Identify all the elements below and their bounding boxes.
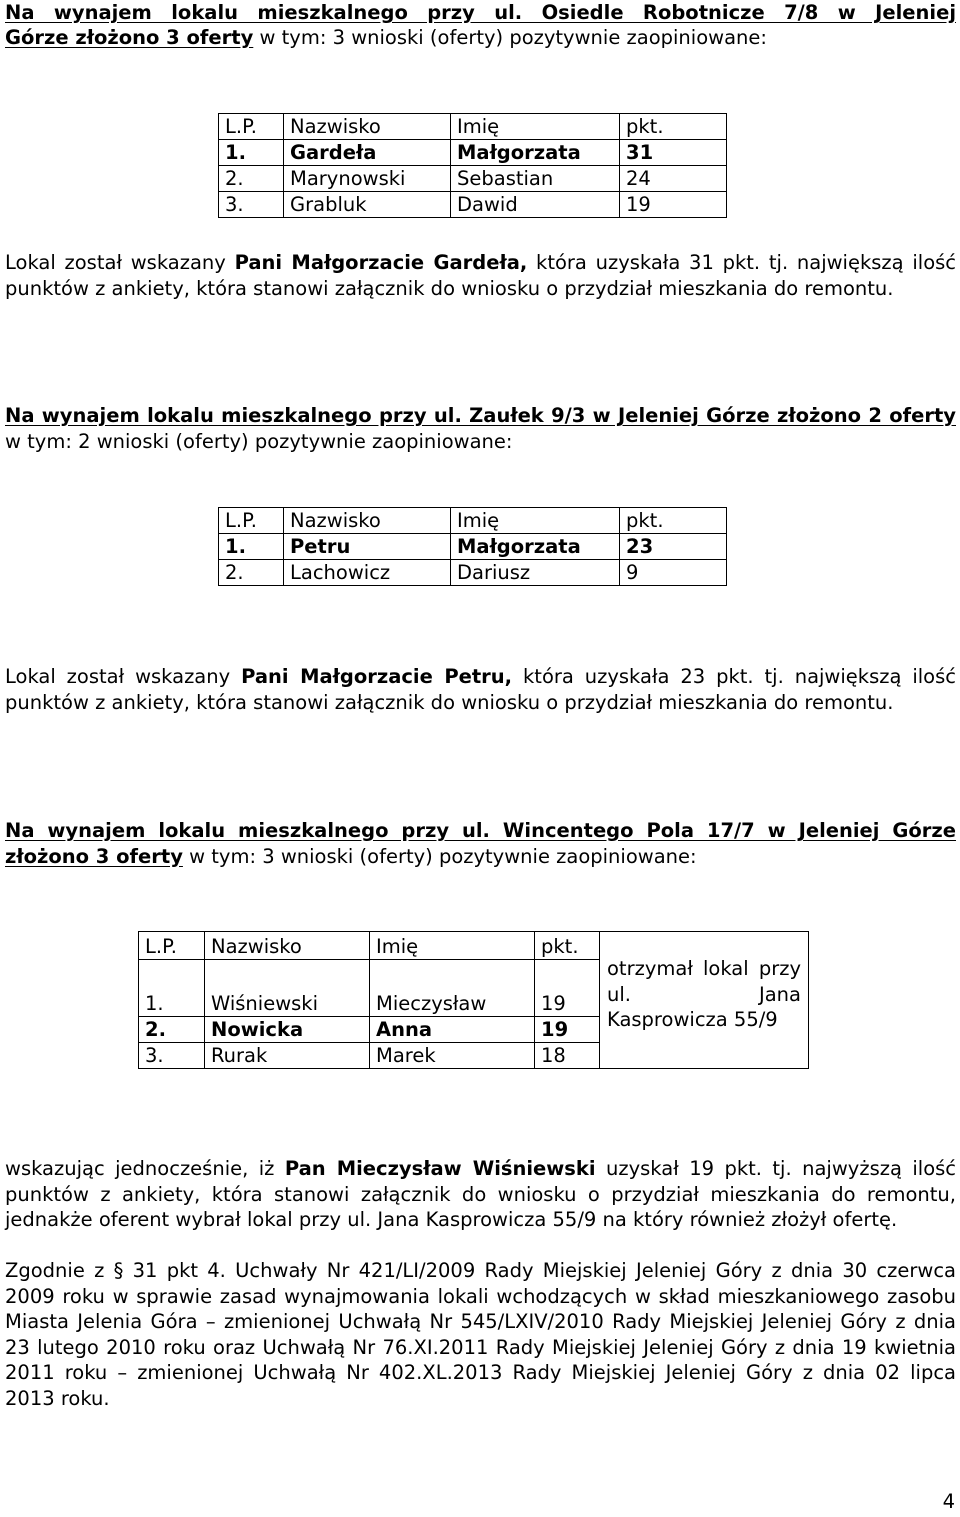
section3-table bbox=[138, 931, 809, 1069]
result-text: uzyskał 19 pkt. tj. najwyższą ilość punktów z ankiety, która stanowi załącznik do wniosku o przydział mieszkania do remontu, jednakże oferent wybrał lokal przy ul. Jana Kasprowicza 55/9 na który również złożył ofertę. bbox=[5, 1157, 957, 1231]
note-cell bbox=[600, 932, 809, 1069]
cell-lp: 1. bbox=[139, 960, 205, 1017]
header-nazwisko: Nazwisko bbox=[284, 508, 451, 534]
result-text: która uzyskała 23 pkt. tj. największą ilość punktów z ankiety, która stanowi załącznik do wniosku o przydział mieszkania do remontu. bbox=[5, 665, 956, 714]
cell-pkt: 31 bbox=[620, 140, 727, 166]
section1-heading bbox=[5, 0, 956, 26]
section2-heading-rest: w tym: 2 wnioski (oferty) pozytywnie zaopiniowane: bbox=[5, 429, 513, 453]
section1-table bbox=[218, 113, 727, 218]
result-text: która uzyskała 31 pkt. tj. największą ilość punktów z ankiety, która stanowi załącznik do wniosku o przydział mieszkania do remontu. bbox=[5, 251, 957, 300]
header-pkt: pkt. bbox=[620, 508, 727, 534]
result-person: Pani Małgorzacie Petru, bbox=[241, 665, 513, 688]
cell-pkt: 23 bbox=[620, 534, 727, 560]
cell-imie: Mieczysław bbox=[370, 960, 535, 1017]
cell-lp: 3. bbox=[219, 192, 284, 218]
page-number: 4 bbox=[942, 1490, 955, 1513]
header-imie: Imię bbox=[370, 932, 535, 960]
table-header-row bbox=[219, 508, 727, 534]
cell-imie: Dariusz bbox=[451, 560, 620, 586]
result-text: Lokal został wskazany bbox=[5, 251, 235, 274]
section2-heading-underlined: Na wynajem lokalu mieszkalnego przy ul. Zaułek 9/3 w Jeleniej Górze złożono 2 oferty bbox=[5, 404, 956, 427]
table-row bbox=[219, 192, 727, 218]
section1-result bbox=[5, 250, 956, 301]
cell-nazwisko: Petru bbox=[284, 534, 451, 560]
cell-lp: 1. bbox=[219, 140, 284, 166]
section1-heading-rest: w tym: 3 wnioski (oferty) pozytywnie zaopiniowane: bbox=[253, 26, 767, 49]
header-lp: L.P. bbox=[219, 114, 284, 140]
header-imie: Imię bbox=[451, 508, 620, 534]
cell-nazwisko: Lachowicz bbox=[284, 560, 451, 586]
cell-lp: 2. bbox=[139, 1017, 205, 1043]
table-row bbox=[219, 560, 727, 586]
section3-heading-rest: w tym: 3 wnioski (oferty) pozytywnie zaopiniowane: bbox=[182, 844, 697, 868]
section1-heading-line1: Na wynajem lokalu mieszkalnego przy ul. Osiedle Robotnicze 7/8 w Jeleniej bbox=[5, 1, 956, 24]
cell-pkt: 18 bbox=[535, 1043, 600, 1069]
section3-heading-underlined: Na wynajem lokalu mieszkalnego przy ul. Wincentego Pola 17/7 w Jeleniej Górze złożono 3 oferty bbox=[5, 819, 956, 868]
table-header-row bbox=[139, 932, 809, 960]
cell-imie: Sebastian bbox=[451, 166, 620, 192]
cell-nazwisko: Rurak bbox=[205, 1043, 370, 1069]
table-header-row bbox=[219, 114, 727, 140]
cell-lp: 2. bbox=[219, 166, 284, 192]
section2-result bbox=[5, 664, 956, 715]
header-pkt: pkt. bbox=[535, 932, 600, 960]
cell-nazwisko: Gardeła bbox=[284, 140, 451, 166]
cell-imie: Marek bbox=[370, 1043, 535, 1069]
cell-pkt: 19 bbox=[535, 960, 600, 1017]
section2-table bbox=[218, 507, 727, 586]
result-text: wskazując jednocześnie, iż bbox=[5, 1157, 285, 1180]
table-row bbox=[219, 166, 727, 192]
header-nazwisko: Nazwisko bbox=[205, 932, 370, 960]
header-lp: L.P. bbox=[219, 508, 284, 534]
header-nazwisko: Nazwisko bbox=[284, 114, 451, 140]
cell-pkt: 19 bbox=[620, 192, 727, 218]
table-row bbox=[219, 140, 727, 166]
section3-heading bbox=[5, 818, 956, 869]
result-text: Lokal został wskazany bbox=[5, 665, 242, 688]
section1-heading-line2 bbox=[5, 25, 956, 51]
cell-nazwisko: Grabluk bbox=[284, 192, 451, 218]
cell-imie: Anna bbox=[370, 1017, 535, 1043]
note-text: otrzymał lokal przy ul. Jana Kasprowicza 55/9 bbox=[607, 957, 801, 1031]
header-lp: L.P. bbox=[139, 932, 205, 960]
header-imie: Imię bbox=[451, 114, 620, 140]
header-pkt: pkt. bbox=[620, 114, 727, 140]
cell-imie: Małgorzata bbox=[451, 140, 620, 166]
section2-heading bbox=[5, 403, 956, 454]
cell-nazwisko: Wiśniewski bbox=[205, 960, 370, 1017]
cell-nazwisko: Marynowski bbox=[284, 166, 451, 192]
cell-imie: Dawid bbox=[451, 192, 620, 218]
result-person: Pani Małgorzacie Gardeła, bbox=[234, 251, 528, 274]
section3-result bbox=[5, 1156, 956, 1233]
table-row bbox=[219, 534, 727, 560]
cell-nazwisko: Nowicka bbox=[205, 1017, 370, 1043]
cell-pkt: 24 bbox=[620, 166, 727, 192]
section1-heading-underlined: Górze złożono 3 oferty bbox=[5, 26, 254, 49]
cell-lp: 2. bbox=[219, 560, 284, 586]
cell-lp: 3. bbox=[139, 1043, 205, 1069]
cell-pkt: 9 bbox=[620, 560, 727, 586]
legal-basis: Zgodnie z § 31 pkt 4. Uchwały Nr 421/LI/2009 Rady Miejskiej Jeleniej Góry z dnia 30 czerwca 2009 roku w sprawie zasad wynajmowania lokali wchodzących w skład mieszkaniowego zasobu Miasta Jelenia Góra – zmienionej Uchwałą Nr 545/LXIV/2010 Rady Miejskiej Jeleniej Góry z dnia 23 lutego 2010 roku oraz Uchwałą Nr 76.XI.2011 Rady Miejskiej Jeleniej Góry z dnia 19 kwietnia 2011 roku – zmienionej Uchwałą Nr 402.XL.2013 Rady Miejskiej Jeleniej Góry z dnia 02 lipca 2013 roku. bbox=[5, 1259, 956, 1410]
cell-lp: 1. bbox=[219, 534, 284, 560]
result-person: Pan Mieczysław Wiśniewski bbox=[284, 1157, 596, 1180]
cell-pkt: 19 bbox=[535, 1017, 600, 1043]
cell-imie: Małgorzata bbox=[451, 534, 620, 560]
